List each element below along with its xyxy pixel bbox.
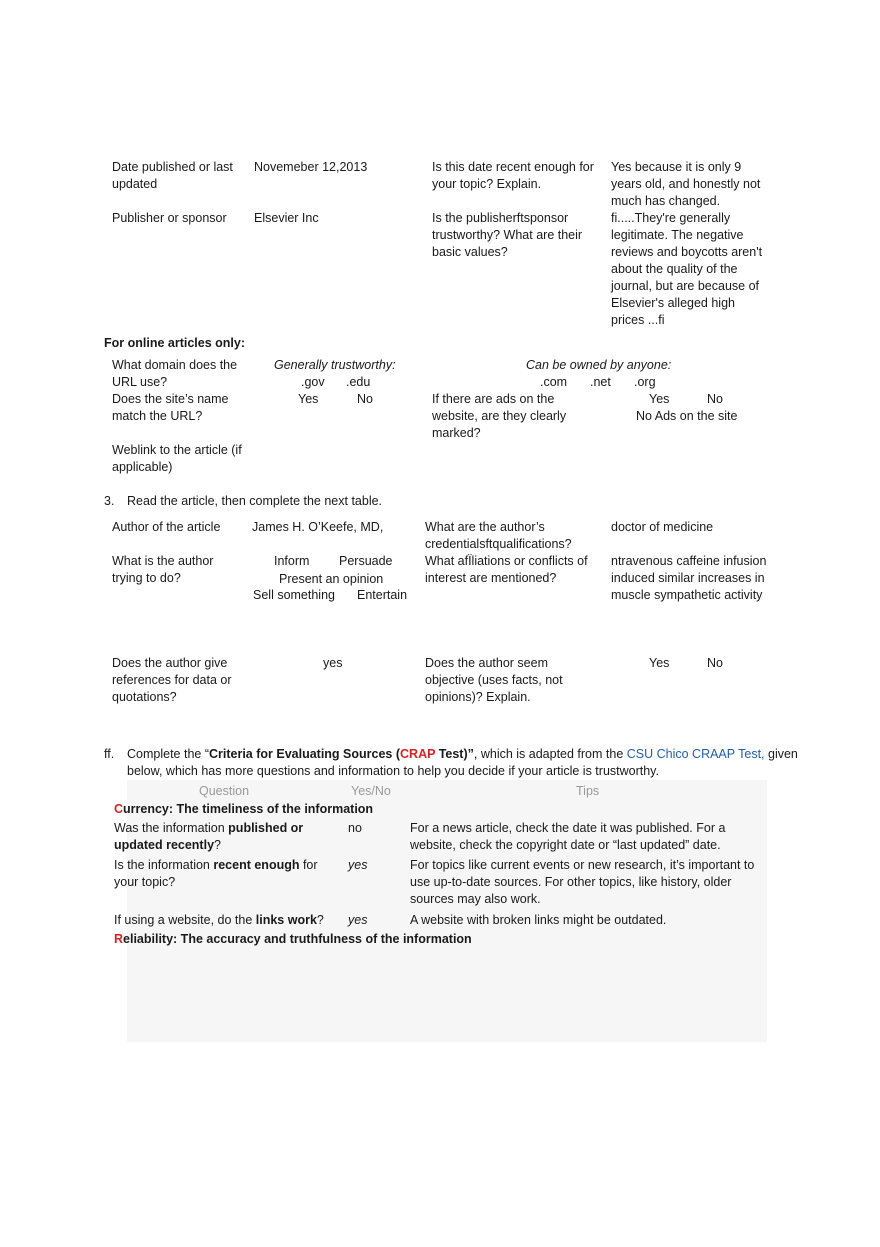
step3-number: 3. <box>104 494 115 508</box>
domain-gov: .gov <box>301 375 325 389</box>
objective-yes[interactable]: Yes <box>649 656 670 670</box>
crap-row-answer: yes <box>348 858 368 872</box>
domain-label: What domain does the URL use? <box>112 358 238 389</box>
trying-label: What is the author trying to do? <box>112 554 214 585</box>
objective-question: Does the author seem objective (uses facts, not opinions)? Explain. <box>425 656 563 704</box>
option-opinion[interactable]: Present an opinion <box>279 572 384 586</box>
publisher-value: Elsevier Inc <box>254 211 319 225</box>
credentials-question: What are the author’s credentialsftqualifications? <box>425 520 572 551</box>
domain-edu: .edu <box>346 375 371 389</box>
crap-test-link[interactable]: CSU Chico CRAAP Test, <box>626 747 765 761</box>
author-value: James H. O’Keefe, MD, <box>252 520 384 534</box>
site-name-no[interactable]: No <box>357 392 373 406</box>
crap-col-tips: Tips <box>576 784 600 798</box>
ads-label: If there are ads on the website, are they clearly marked? <box>432 392 567 440</box>
online-heading: For online articles only: <box>104 336 245 350</box>
step4-line1: Complete the “Criteria for Evaluating Sources (CRAP Test)”, which is adapted from the CSU Chico CRAAP Test, given <box>127 747 798 761</box>
crap-row-question: Is the information recent enough for your topic? <box>114 858 318 889</box>
references-value: yes <box>323 656 343 670</box>
currency-heading: Currency: The timeliness of the information <box>114 802 374 816</box>
affiliations-question: What afÏliations or conflicts of interest are mentioned? <box>425 554 588 585</box>
author-label: Author of the article <box>112 520 221 534</box>
domain-org: .org <box>634 375 656 389</box>
anyone-heading: Can be owned by anyone: <box>526 358 672 372</box>
option-sell[interactable]: Sell something <box>253 588 335 602</box>
crap-col-question: Question <box>199 784 250 798</box>
affiliations-answer: ntravenous caffeine infusion induced similar increases in muscle sympathetic activity <box>611 554 767 602</box>
publisher-label: Publisher or sponsor <box>112 211 227 225</box>
step3-text: Read the article, then complete the next table. <box>127 494 383 508</box>
date-label: Date published or last updated <box>112 160 233 191</box>
option-entertain[interactable]: Entertain <box>357 588 408 602</box>
publisher-answer: fi.....They're generally legitimate. The negative reviews and boycotts aren't about the quality of the journal, but are because of Elsevier's alleged high prices ...fi <box>611 211 763 327</box>
credentials-answer: doctor of medicine <box>611 520 714 534</box>
trust-heading: Generally trustworthy: <box>274 358 396 372</box>
crap-row-answer: no <box>348 821 362 835</box>
site-name-label: Does the site’s name match the URL? <box>112 392 229 423</box>
crap-row-tip: For topics like current events or new research, it’s important to use up-to-date sources. For other topics, like history, older sources may also work. <box>410 858 755 906</box>
site-name-yes[interactable]: Yes <box>298 392 319 406</box>
references-label: Does the author give references for data or quotations? <box>112 656 232 704</box>
crap-row-question: If using a website, do the links work? <box>114 913 324 927</box>
crap-row-tip: A website with broken links might be outdated. <box>410 913 667 927</box>
date-question: Is this date recent enough for your topic? Explain. <box>432 160 594 191</box>
crap-row-question: Was the information published or updated recently? <box>114 821 304 852</box>
domain-net: .net <box>590 375 611 389</box>
publisher-question: Is the publisherftsponsor trustworthy? What are their basic values? <box>432 211 583 259</box>
crap-row-tip: For a news article, check the date it was published. For a website, check the copyright date or “last updated” date. <box>410 821 726 852</box>
domain-com: .com <box>540 375 568 389</box>
ads-yes[interactable]: Yes <box>649 392 670 406</box>
crap-col-yesno: Yes/No <box>351 784 391 798</box>
date-value: Novemeber 12,2013 <box>254 160 368 174</box>
option-persuade[interactable]: Persuade <box>339 554 393 568</box>
ads-answer: No Ads on the site <box>636 409 738 423</box>
step4-number: ff. <box>104 747 115 761</box>
objective-no[interactable]: No <box>707 656 723 670</box>
reliability-heading: Reliability: The accuracy and truthfulness of the information <box>114 932 472 946</box>
option-inform[interactable]: Inform <box>274 554 310 568</box>
weblink-label: Weblink to the article (if applicable) <box>112 443 242 474</box>
crap-row-answer: yes <box>348 913 368 927</box>
ads-no[interactable]: No <box>707 392 723 406</box>
step4-line2: below, which has more questions and information to help you decide if your article is trustworthy. <box>127 764 659 778</box>
date-answer: Yes because it is only 9 years old, and honestly not much has changed. <box>611 160 761 208</box>
